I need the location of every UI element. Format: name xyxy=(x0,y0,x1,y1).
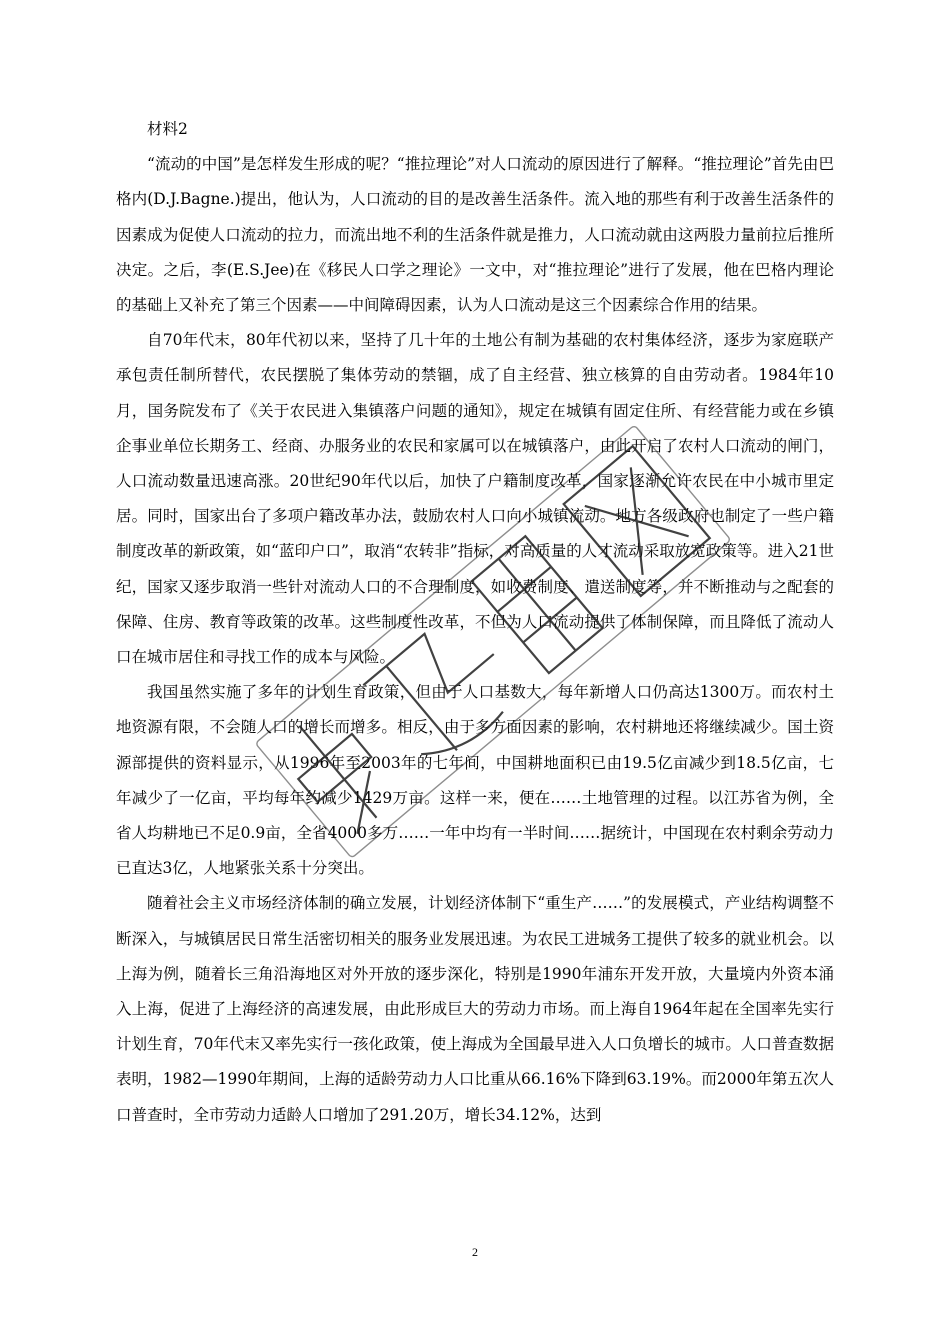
section-title: 材料2 xyxy=(147,120,188,138)
paragraph-policy-reform: 自70年代末，80年代初以来，坚持了几十年的土地公有制为基础的农村集体经济，逐步为家庭联产承包责任制所替代，农民摆脱了集体劳动的禁锢，成了自主经营、独立核算的自由劳动者。1984年10月，国务院发布了《关于农民进入集镇落户问题的通知》，规定在城镇有固定住所、有经营能力或在乡镇企事业单位长期务工、经商、办服务业的农民和家属可以在城镇落户，由此开启了农村人口流动的闸门，人口流动数量迅速高涨。20世纪90年代以后，加快了户籍制度改革，国家逐渐允许农民在中小城市里定居。同时，国家出台了多项户籍改革办法，鼓励农村人口向小城镇流动。地方各级政府也制定了一些户籍制度改革的新政策，如“蓝印户口”，取消“农转非”指标，对高质量的人才流动采取放宽政策等。进入21世纪，国家又逐步取消一些针对流动人口的不合理制度，如收费制度、遣送制度等，并不断推动与之配套的保障、住房、教育等政策的改革。这些制度性改革，不但为人口流动提供了体制保障，而且降低了流动人口在城市居住和寻找工作的成本与风险。 xyxy=(116,331,834,667)
page-number: 2 xyxy=(472,1245,478,1259)
paragraph-push-pull-theory: “流动的中国”是怎样发生形成的呢？“推拉理论”对人口流动的原因进行了解释。“推拉理论”首先由巴格内(D.J.Bagne.)提出，他认为，人口流动的目的是改善生活条件。流入地的那些有利于改善生活条件的因素成为促使人口流动的拉力，而流出地不利的生活条件就是推力，人口流动就由这两股力量前拉后推所决定。之后，李(E.S.Jee)在《移民人口学之理论》一文中，对“推拉理论”进行了发展，他在巴格内理论的基础上又补充了第三个因素——中间障碍因素，认为人口流动是这三个因素综合作用的结果。 xyxy=(116,155,834,315)
document-body xyxy=(116,112,834,1133)
paragraph-land-shortage: 我国虽然实施了多年的计划生育政策，但由于人口基数大，每年新增人口仍高达1300万。而农村土地资源有限，不会随人口的增长而增多。相反，由于多方面因素的影响，农村耕地还将继续减少。国土资源部提供的资料显示，从1996年至2003年的七年间，中国耕地面积已由19.5亿亩减少到18.5亿亩，七年减少了一亿亩，平均每年约减少1429万亩。这样一来，便在……土地管理的过程。以江苏省为例，全省人均耕地已不足0.9亩，全省4000多万……一年中均有一半时间……据统计，中国现在农村剩余劳动力已直达3亿，人地紧张关系十分突出。 xyxy=(116,683,834,878)
paragraph-market-economy: 随着社会主义市场经济体制的确立发展，计划经济体制下“重生产……”的发展模式，产业结构调整不断深入，与城镇居民日常生活密切相关的服务业发展迅速。为农民工进城务工提供了较多的就业机会。以上海为例，随着长三角沿海地区对外开放的逐步深化，特别是1990年浦东开发开放，大量境内外资本涌入上海，促进了上海经济的高速发展，由此形成巨大的劳动力市场。而上海自1964年起在全国率先实行计划生育，70年代末又率先实行一孩化政策，使上海成为全国最早进入人口负增长的城市。人口普查数据表明，1982—1990年期间，上海的适龄劳动力人口比重从66.16%下降到63.19%。而2000年第五次人口普查时，全市劳动力适龄人口增加了291.20万，增长34.12%，达到 xyxy=(116,894,834,1124)
